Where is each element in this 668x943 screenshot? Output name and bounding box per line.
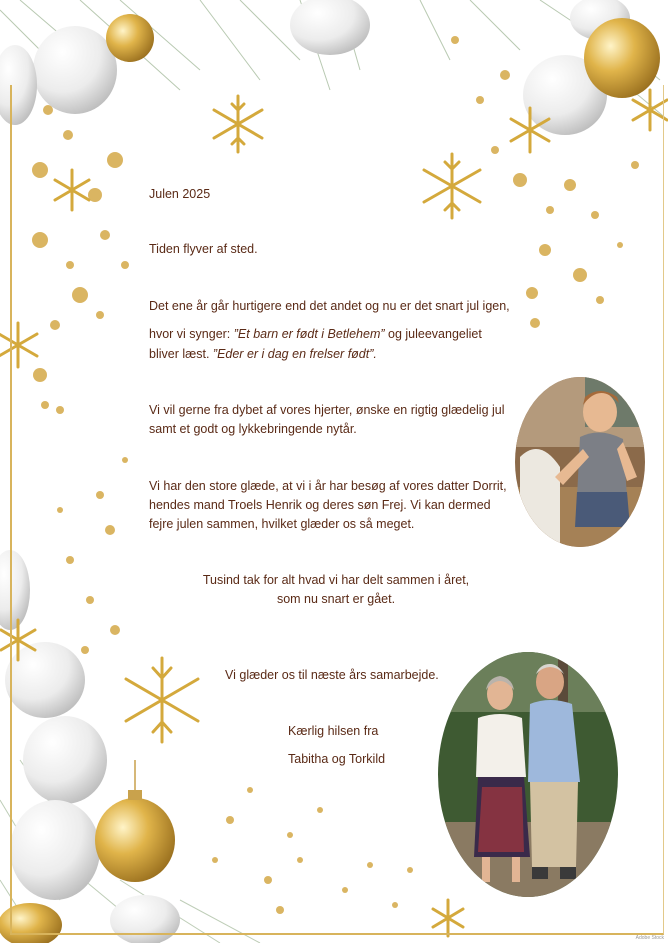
- paragraph-christmas-line3-prefix: bliver læst.: [149, 347, 213, 361]
- paragraph-christmas-line2-suffix: og juleevangeliet: [384, 327, 482, 341]
- paragraph-christmas-line2-prefix: hvor vi synger:: [149, 327, 234, 341]
- letter-heading: Julen 2025: [149, 187, 211, 201]
- gospel-quote: ”Eder er i dag en frelser født”.: [212, 347, 377, 361]
- song-quote: ”Et barn er født i Betlehem”: [233, 327, 385, 341]
- signature-names: Tabitha og Torkild: [288, 752, 386, 766]
- paragraph-thanks-line1: Tusind tak for alt hvad vi har delt sammen i året,: [202, 573, 470, 587]
- image-credit: Adobe Stock: [635, 935, 664, 941]
- paragraph-wishes-line2: samt et godt og lykkebringende nytår.: [149, 422, 357, 436]
- paragraph-christmas-line2: [149, 325, 482, 344]
- paragraph-visit-line3: fejre julen sammen, hvilket glæder os så meget.: [149, 517, 415, 531]
- paragraph-next-year: Vi glæder os til næste års samarbejde.: [225, 668, 439, 682]
- paragraph-time-flies: Tiden flyver af sted.: [149, 242, 258, 256]
- paragraph-visit-line2: hendes mand Troels Henrik og deres søn Frej. Vi kan dermed: [149, 498, 491, 512]
- paragraph-christmas-line1: Det ene år går hurtigere end det andet og nu er det snart jul igen,: [149, 299, 510, 313]
- paragraph-visit-line1: Vi har den store glæde, at vi i år har besøg af vores datter Dorrit,: [149, 479, 507, 493]
- paragraph-christmas-line3: [149, 345, 377, 364]
- paragraph-thanks-line2: som nu snart er gået.: [276, 592, 396, 606]
- paragraph-wishes-line1: Vi vil gerne fra dybet af vores hjerter, ønske en rigtig glædelig jul: [149, 403, 505, 417]
- closing-greeting: Kærlig hilsen fra: [288, 724, 379, 738]
